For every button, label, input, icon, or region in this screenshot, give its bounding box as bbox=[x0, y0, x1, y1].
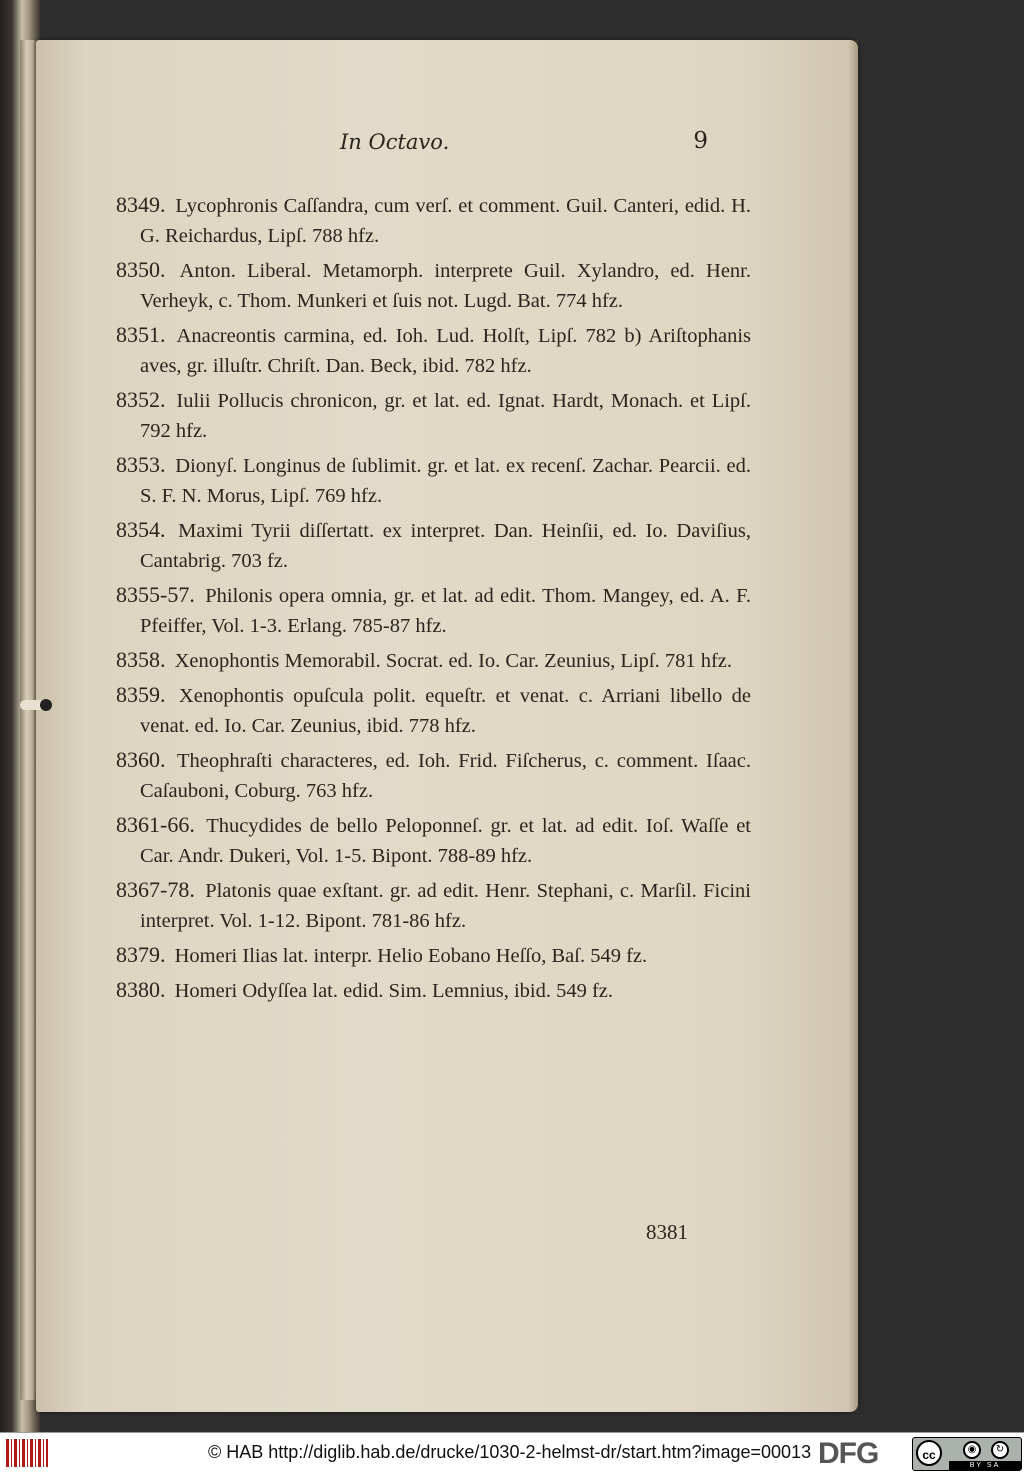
by-icon: ◉ bbox=[963, 1441, 981, 1459]
share-alike-icon: ↻ bbox=[991, 1441, 1009, 1459]
entry-text: Iulii Pollucis chronicon, gr. et lat. ed. Ignat. Hardt, Monach. et Lipſ. 792 hfz. bbox=[140, 390, 751, 442]
catalog-entry bbox=[116, 190, 751, 251]
catalog-entry bbox=[116, 680, 751, 741]
entry-text: Lycophronis Caſſandra, cum verſ. et comment. Guil. Canteri, edid. H. G. Reichardus, Lipſ. 788 hfz. bbox=[140, 195, 752, 247]
entry-number: 8351. bbox=[116, 322, 166, 347]
entry-number: 8349. bbox=[116, 192, 166, 217]
catalog-entry bbox=[116, 320, 751, 381]
catalog-entry bbox=[116, 385, 751, 446]
entry-text: Anton. Liberal. Metamorph. interprete Guil. Xylandro, ed. Henr. Verheyk, c. Thom. Munkeri et ſuis not. Lugd. Bat. 774 hfz. bbox=[140, 260, 752, 312]
entry-text: Homeri Odyſſea lat. edid. Sim. Lemnius, ibid. 549 fz. bbox=[174, 980, 614, 1002]
catalog-entry bbox=[116, 580, 751, 641]
entry-number: 8359. bbox=[116, 682, 166, 707]
footer-bar bbox=[0, 1432, 1024, 1473]
entry-number: 8350. bbox=[116, 257, 166, 282]
hab-logo-icon bbox=[6, 1439, 48, 1467]
entry-number: 8355-57. bbox=[116, 582, 195, 607]
entry-text: Theophraſti characteres, ed. Ioh. Frid. Fiſcherus, c. comment. Iſaac. Caſauboni, Coburg. 763 hfz. bbox=[140, 750, 751, 802]
catalog-entry bbox=[116, 940, 751, 971]
catalog-entry bbox=[116, 515, 751, 576]
entry-number: 8367-78. bbox=[116, 877, 195, 902]
entry-number: 8352. bbox=[116, 387, 166, 412]
catalog-entries bbox=[116, 190, 751, 1010]
entry-text: Thucydides de bello Peloponneſ. gr. et lat. ad edit. Ioſ. Waſſe et Car. Andr. Dukeri, Vol. 1-5. Bipont. 788-89 hfz. bbox=[140, 815, 751, 867]
catalog-entry bbox=[116, 975, 751, 1006]
running-title: In Octavo. bbox=[340, 130, 450, 154]
catalog-entry bbox=[116, 745, 751, 806]
binding-thread bbox=[20, 700, 46, 710]
dfg-logo: DFG bbox=[818, 1437, 879, 1470]
entry-text: Maximi Tyrii diſſertatt. ex interpret. Dan. Heinſii, ed. Io. Daviſius, Cantabrig. 703 fz. bbox=[140, 520, 752, 572]
catchword: 8381 bbox=[646, 1220, 688, 1244]
entry-text: Platonis quae exſtant. gr. ad edit. Henr. Stephani, c. Marſil. Ficini interpret. Vol. 1-12. Bipont. 781-86 hfz. bbox=[140, 880, 751, 932]
license-label: BY SA bbox=[949, 1461, 1021, 1470]
catalog-entry bbox=[116, 875, 751, 936]
entry-number: 8361-66. bbox=[116, 812, 195, 837]
cc-license-badge[interactable] bbox=[912, 1437, 1022, 1471]
catalog-entry bbox=[116, 255, 751, 316]
scanned-page bbox=[36, 40, 858, 1412]
entry-number: 8354. bbox=[116, 517, 166, 542]
entry-number: 8353. bbox=[116, 452, 166, 477]
page-edges bbox=[20, 40, 36, 1400]
page-number: 9 bbox=[693, 128, 708, 154]
entry-number: 8358. bbox=[116, 647, 166, 672]
entry-text: Xenophontis opuſcula polit. equeſtr. et venat. c. Arriani libello de venat. ed. Io. Car. Zeunius, ibid. 778 hfz. bbox=[140, 685, 751, 737]
entry-text: Dionyſ. Longinus de ſublimit. gr. et lat. ex recenſ. Zachar. Pearcii. ed. S. F. N. Morus, Lipſ. 769 hfz. bbox=[140, 455, 751, 507]
catalog-entry bbox=[116, 645, 751, 676]
entry-number: 8360. bbox=[116, 747, 166, 772]
page-header bbox=[336, 130, 716, 170]
entry-text: Homeri Ilias lat. interpr. Helio Eobano Heſſo, Baſ. 549 fz. bbox=[174, 945, 648, 967]
catalog-entry bbox=[116, 450, 751, 511]
entry-number: 8380. bbox=[116, 977, 166, 1002]
entry-text: Philonis opera omnia, gr. et lat. ad edit. Thom. Mangey, ed. A. F. Pfeiffer, Vol. 1-3. Erlang. 785-87 hfz. bbox=[140, 585, 752, 637]
entry-text: Anacreontis carmina, ed. Ioh. Lud. Holſt, Lipſ. 782 b) Ariſtophanis aves, gr. illuſtr. Chriſt. Dan. Beck, ibid. 782 hfz. bbox=[140, 325, 752, 377]
catalog-entry bbox=[116, 810, 751, 871]
copyright-link[interactable]: © HAB http://diglib.hab.de/drucke/1030-2-helmst-dr/start.htm?image=00013 bbox=[208, 1442, 812, 1462]
entry-number: 8379. bbox=[116, 942, 166, 967]
cc-icon: cc bbox=[916, 1440, 942, 1466]
entry-text: Xenophontis Memorabil. Socrat. ed. Io. Car. Zeunius, Lipſ. 781 hfz. bbox=[174, 650, 733, 672]
